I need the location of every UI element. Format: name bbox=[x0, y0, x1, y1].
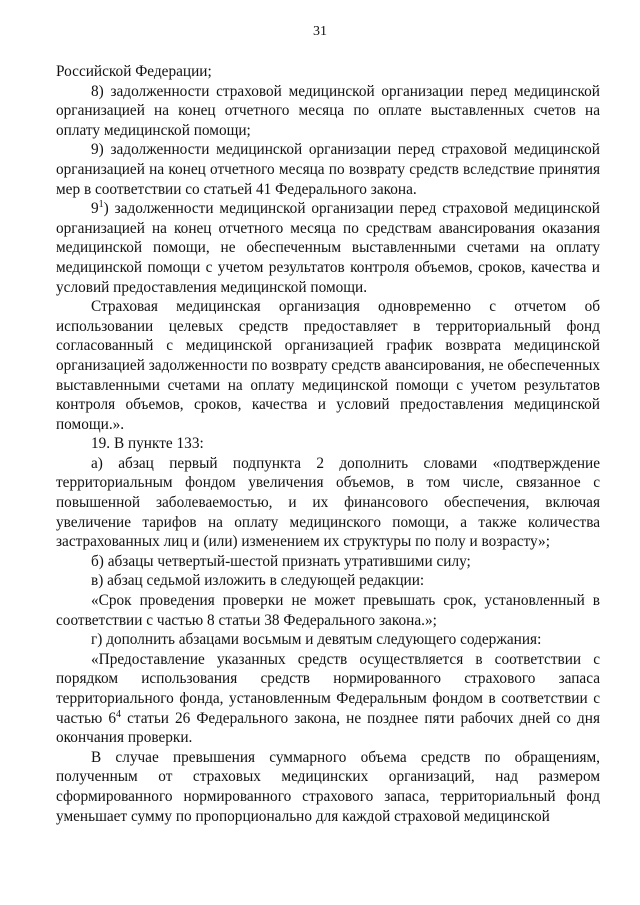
paragraph: а) абзац первый подпункта 2 дополнить словами «подтверждение территориальным фондом увеличения объемов, в том числе, связанное с повышенной заболеваемостью, и их финансового обеспечения, включая увеличение тарифов на оплату медицинского помощи, а также количества застрахованных лиц и (или) изменением их структуры по полу и возрасту»; bbox=[56, 454, 600, 551]
paragraph-text: ) задолженности медицинской организации перед страховой медицинской организацией на конец отчетного месяца по средствам авансирования оказания медицинской помощи, не обеспеченным выставленными счетами на оплату медицинской помощи с учетом результатов контроля объемов, сроков, качества и условий предоставления медицинской помощи. bbox=[56, 200, 600, 296]
paragraph: В случае превышения суммарного объема средств по обращениям, полученным от страховых медицинских организаций, над размером сформированного нормированного страхового запаса, территориальный фонд уменьшает сумму по пропорционально для каждой страховой медицинской bbox=[56, 748, 600, 825]
paragraph: 8) задолженности страховой медицинской организации перед медицинской организацией на конец отчетного месяца по оплате выставленных счетов на оплату медицинской помощи; bbox=[56, 82, 600, 139]
paragraph-text: «Предоставление указанных средств осуществляется в соответствии с порядком использования средств нормированного страхового запаса территориального фонда, установленным Федеральным фондом в соответствии с частью 6 bbox=[56, 650, 600, 727]
paragraph: 19. В пункте 133: bbox=[91, 435, 204, 453]
paragraph: б) абзацы четвертый-шестой признать утратившими силу; bbox=[91, 552, 471, 570]
paragraph: Российской Федерации; bbox=[56, 63, 212, 80]
paragraph: 9) задолженности медицинской организации перед страховой медицинской организацией на конец отчетного месяца по возврату средств вследствие принятия мер в соответствии со статьей 41 Федерального закона. bbox=[56, 141, 600, 198]
paragraph-text: статьи 26 Федерального закона, не позднее пяти рабочих дней со дня окончания проверки. bbox=[56, 709, 600, 747]
page-number: 31 bbox=[313, 24, 327, 39]
paragraph bbox=[56, 199, 600, 297]
superscript: 1 bbox=[98, 199, 104, 211]
item-number: 9 bbox=[91, 200, 99, 218]
superscript: 4 bbox=[116, 708, 122, 720]
paragraph: «Срок проведения проверки не может превышать срок, установленный в соответствии с частью 8 статьи 38 Федерального закона.»; bbox=[56, 592, 600, 629]
paragraph: Страховая медицинская организация одновременно с отчетом об использовании целевых средств предоставляет в территориальный фонд согласованный с медицинской организацией график возврата медицинской организацией задолженности по возврату средств авансирования, не обеспеченных выставленными счетами на оплату медицинской помощи с учетом результатов контроля объемов, сроков, качества и условий предоставления медицинской помощи.». bbox=[56, 298, 600, 433]
paragraph: в) абзац седьмой изложить в следующей редакции: bbox=[91, 572, 425, 590]
paragraph: г) дополнить абзацами восьмым и девятым следующего содержания: bbox=[91, 631, 542, 649]
document-body bbox=[56, 62, 600, 826]
paragraph bbox=[56, 650, 600, 748]
